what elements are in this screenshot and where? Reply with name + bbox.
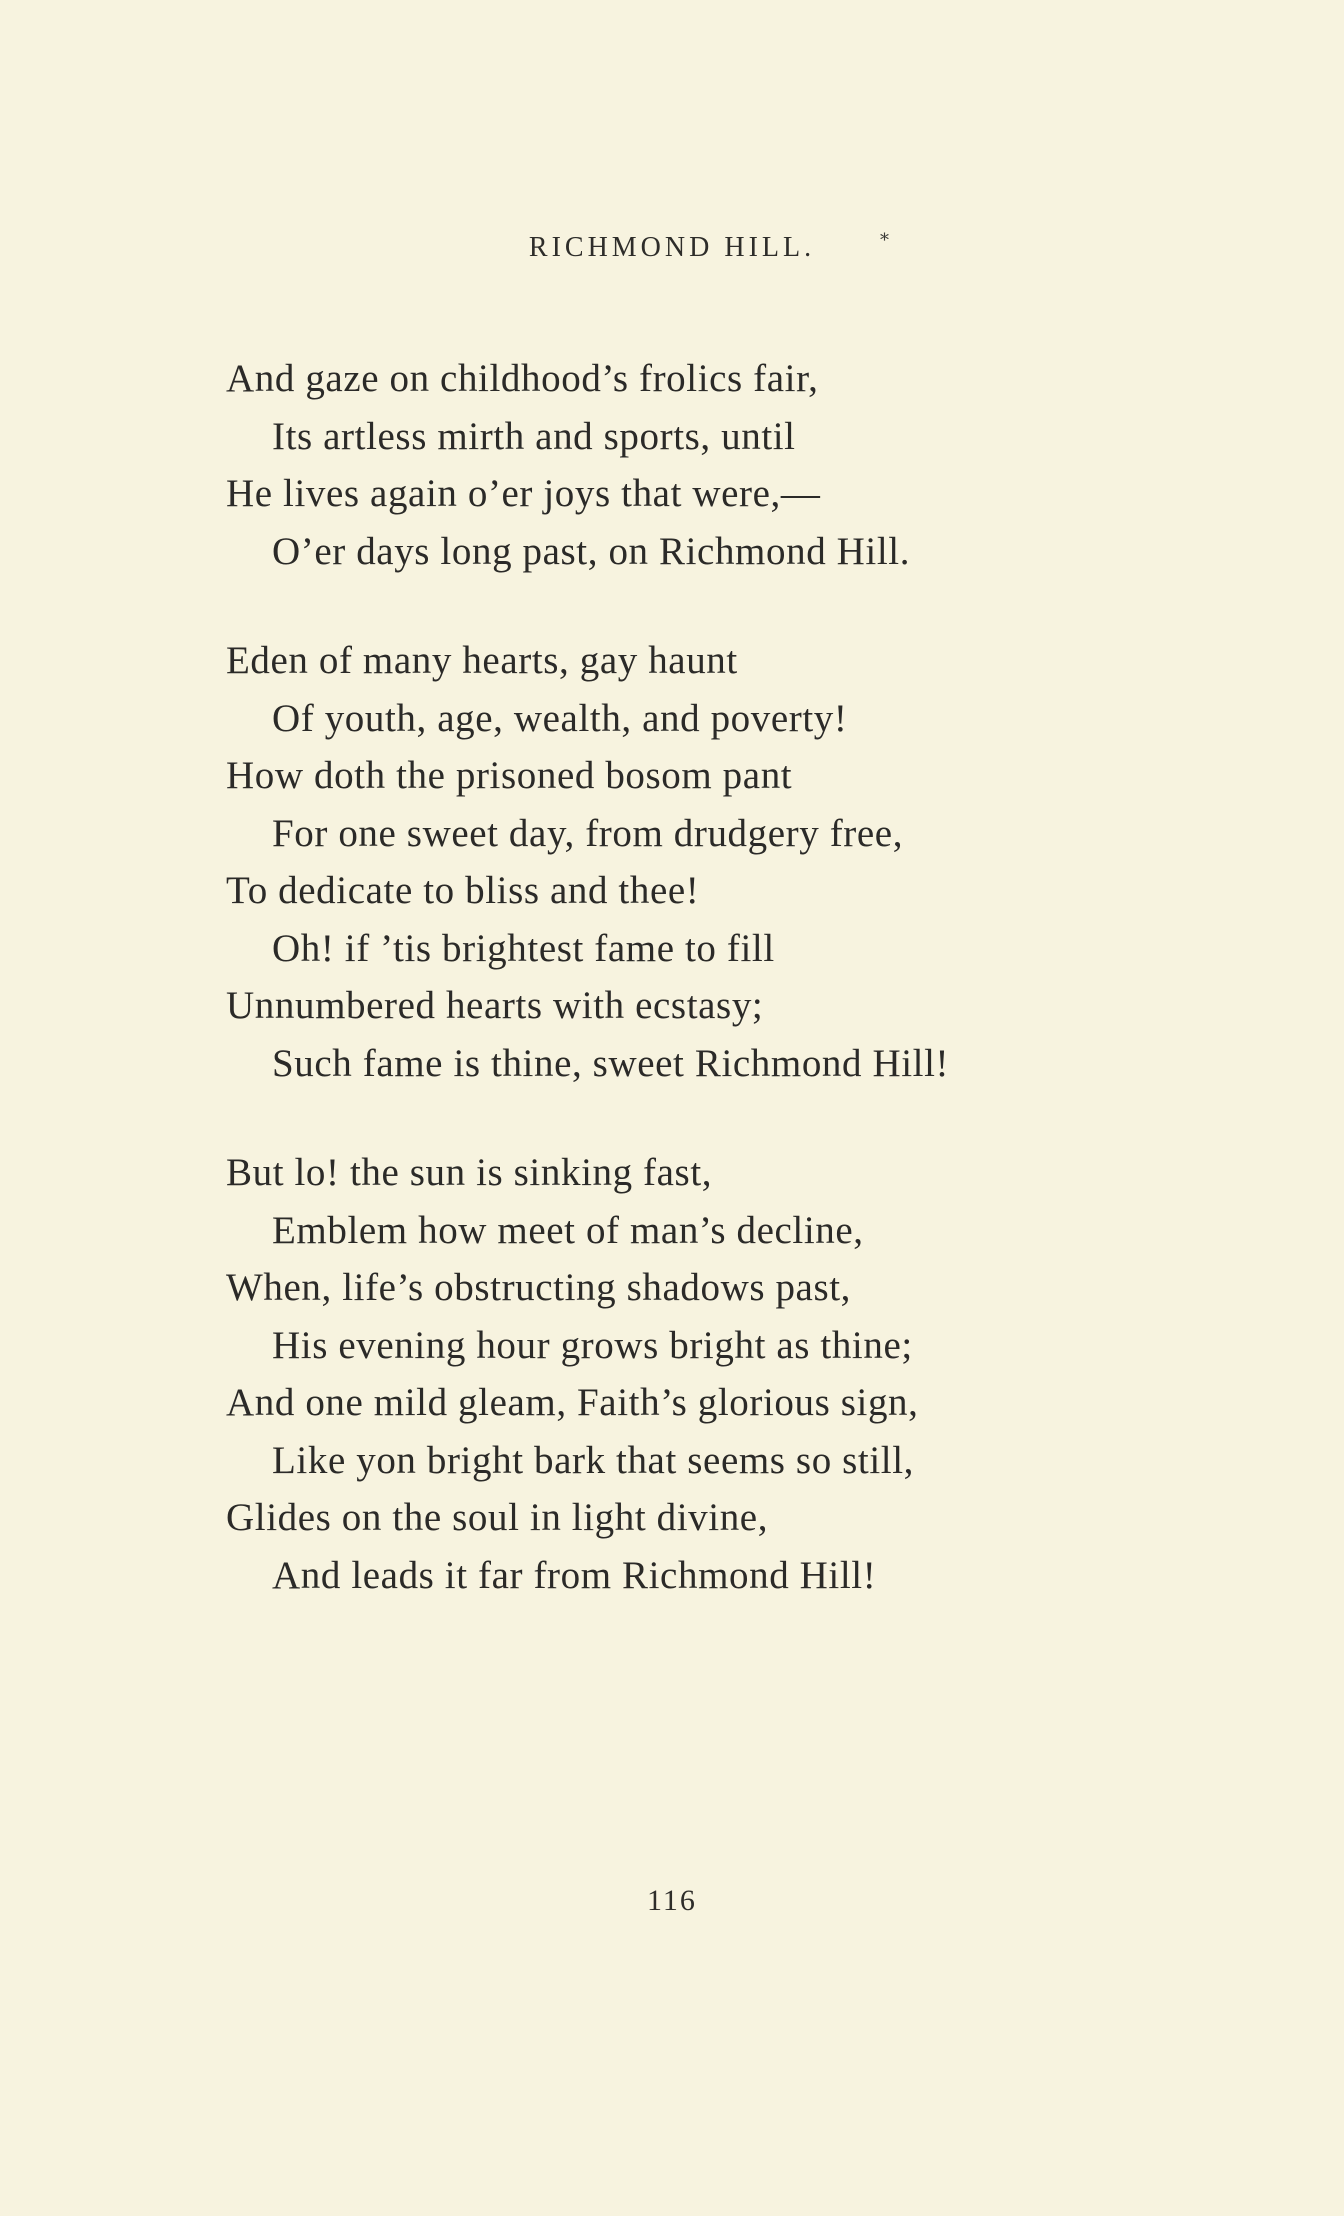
- poem-line: How doth the prisoned bosom pant: [226, 754, 793, 797]
- poem-line: O’er days long past, on Richmond Hill.: [272, 529, 911, 573]
- poem-line: He lives again o’er joys that were,—: [226, 472, 821, 515]
- running-head: RICHMOND HILL.: [528, 232, 816, 263]
- poem-line: Glides on the soul in light divine,: [226, 1496, 769, 1539]
- stanza-2: [226, 632, 1226, 1092]
- printer-mark: *: [880, 230, 889, 251]
- poem-line: And gaze on childhood’s frolics fair,: [226, 357, 819, 400]
- poem-line: When, life’s obstructing shadows past,: [226, 1266, 852, 1309]
- poem-line: For one sweet day, from drudgery free,: [272, 811, 904, 855]
- poem-line: But lo! the sun is sinking fast,: [226, 1151, 713, 1194]
- poem-line: Its artless mirth and sports, until: [272, 414, 796, 458]
- poem-line: To dedicate to bliss and thee!: [226, 869, 700, 912]
- poem-line: Emblem how meet of man’s decline,: [272, 1208, 864, 1252]
- poem-line: Eden of many hearts, gay haunt: [226, 639, 738, 682]
- page-number: 116: [647, 1884, 697, 1917]
- poem-line: And one mild gleam, Faith’s glorious sign,: [226, 1381, 919, 1424]
- poem-line: Oh! if ’tis brightest fame to fill: [272, 926, 775, 970]
- stanza-1: [226, 350, 1226, 580]
- poem-line: His evening hour grows bright as thine;: [272, 1323, 913, 1367]
- poem-line: Such fame is thine, sweet Richmond Hill!: [272, 1041, 950, 1085]
- poem-line: And leads it far from Richmond Hill!: [272, 1553, 877, 1597]
- poem-line: Of youth, age, wealth, and poverty!: [272, 696, 848, 740]
- poem-line: Like yon bright bark that seems so still,: [272, 1438, 915, 1482]
- stanza-3: [226, 1144, 1226, 1604]
- poem-line: Unnumbered hearts with ecstasy;: [226, 984, 764, 1027]
- poem-body: [226, 350, 1226, 1656]
